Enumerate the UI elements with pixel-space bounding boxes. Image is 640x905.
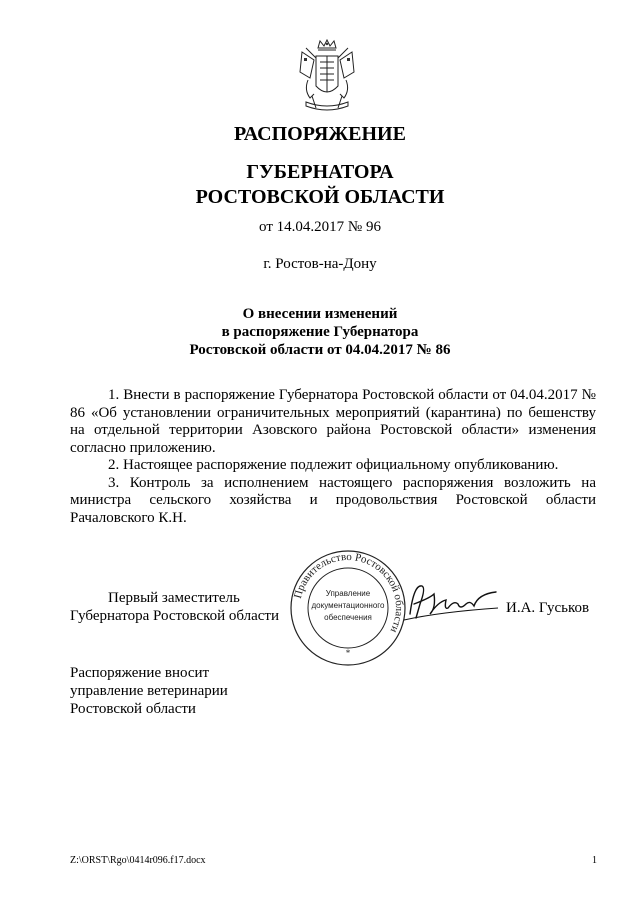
stamp-mark: * [345,648,351,658]
footnote-line: Распоряжение вносит [70,665,210,681]
document-date-number: от 14.04.2017 № 96 [259,219,381,235]
signer-title-line: Первый заместитель [108,590,240,606]
signer-title-line: Губернатора Ростовской области [70,608,280,624]
document-body [70,387,596,527]
document-city: г. Ростов-на-Дону [263,256,377,272]
submitted-by-note [70,664,228,718]
subject-line: в распоряжение Губернатора [221,324,419,340]
body-paragraph: 1. Внести в распоряжение Губернатора Ростовской области от 04.04.2017 № 86 «Об установлении ограничительных мероприятий (карантина) по бешенству на отдельной территории Азовского района Ростовской области» изменения согласно приложению. [70,387,596,456]
document-subject [0,305,640,359]
coat-of-arms-icon [296,38,358,116]
signer-name: И.А. Гуськов [506,600,590,616]
official-stamp [284,548,412,668]
body-paragraph: 2. Настоящее распоряжение подлежит официальному опубликованию. [108,457,559,473]
footer-file-path: Z:\ORST\Rgo\0414r096.f17.docx [70,855,206,866]
stamp-center-line: документационного [311,601,385,610]
stamp-center-line: Управление [325,589,371,598]
subject-line: Ростовской области от 04.04.2017 № 86 [189,342,451,358]
stamp-ring-text: Правительство Ростовской области [292,550,406,635]
footnote-line: Ростовской области [70,701,196,717]
page-number: 1 [592,855,597,866]
stamp-center-line: обеспечения [324,613,372,622]
body-paragraph: 3. Контроль за исполнением настоящего распоряжения возложить на министра сельского хозяйства и продовольствия Ростовской области Рачаловского К.Н. [70,474,596,526]
issuing-authority [0,160,640,210]
footnote-line: управление ветеринарии [70,683,228,699]
document-type-heading: РАСПОРЯЖЕНИЕ [234,123,406,145]
signer-title [70,589,279,625]
handwritten-signature [400,574,500,626]
subject-line: О внесении изменений [242,306,398,322]
authority-line: ГУБЕРНАТОРА [246,161,394,183]
authority-line: РОСТОВСКОЙ ОБЛАСТИ [195,186,445,208]
